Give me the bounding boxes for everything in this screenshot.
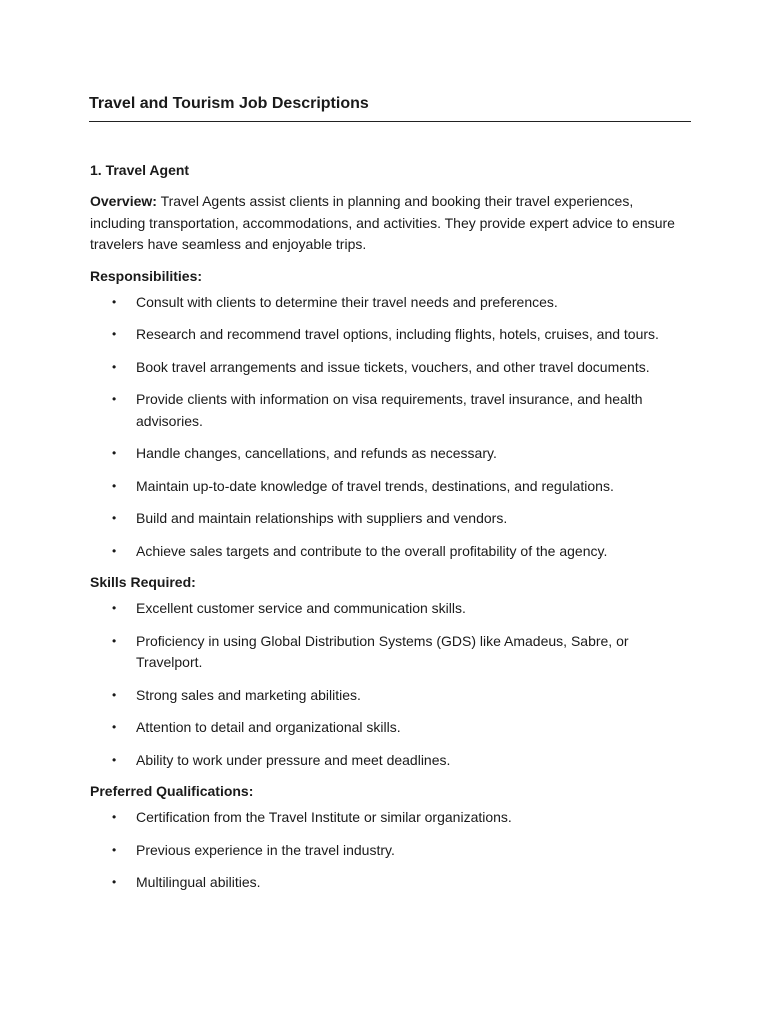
list-item: • Attention to detail and organizational skills. (89, 717, 691, 739)
qualifications-label: Preferred Qualifications: (90, 783, 254, 799)
list-item: • Excellent customer service and communication skills. (89, 598, 691, 620)
document-title: Travel and Tourism Job Descriptions (89, 93, 691, 122)
responsibilities-list (89, 292, 691, 563)
bullet-icon: • (112, 875, 117, 889)
list-item: • Handle changes, cancellations, and refunds as necessary. (89, 443, 691, 465)
list-item: • Certification from the Travel Institute or similar organizations. (89, 807, 691, 829)
section-heading: 1. Travel Agent (90, 162, 190, 178)
bullet-icon: • (112, 392, 117, 406)
skills-label: Skills Required: (90, 574, 196, 590)
bullet-icon: • (112, 687, 117, 702)
bullet-icon: • (112, 810, 117, 824)
bullet-icon: • (112, 752, 117, 767)
responsibilities-label: Responsibilities: (90, 267, 203, 284)
bullet-icon: • (112, 720, 117, 734)
bullet-icon: • (112, 359, 117, 374)
list-item: • Strong sales and marketing abilities. (89, 685, 691, 707)
list-item: • Proficiency in using Global Distribution Systems (GDS) like Amadeus, Sabre, or Travelport. (112, 632, 629, 670)
document-page (89, 93, 691, 894)
list-item: • Previous experience in the travel industry. (89, 840, 691, 862)
overview-label: Overview: (90, 193, 157, 209)
bullet-icon: • (112, 601, 117, 615)
list-item: • Multilingual abilities. (89, 872, 691, 894)
skills-list (89, 598, 691, 771)
list-item: • Consult with clients to determine their travel needs and preferences. (89, 292, 691, 314)
list-item: • Maintain up-to-date knowledge of travel trends, destinations, and regulations. (89, 476, 691, 498)
bullet-icon: • (112, 478, 117, 493)
bullet-icon: • (112, 842, 117, 857)
bullet-icon: • (112, 543, 117, 558)
list-item: • Ability to work under pressure and meet deadlines. (89, 750, 691, 772)
list-item: • Book travel arrangements and issue tickets, vouchers, and other travel documents. (89, 357, 691, 379)
qualifications-list (89, 807, 691, 894)
list-item: • Provide clients with information on visa requirements, travel insurance, and health advisories. (112, 391, 643, 429)
list-item: • Build and maintain relationships with suppliers and vendors. (89, 508, 691, 530)
overview-text: Travel Agents assist clients in planning and booking their travel experiences, including transportation, accommodations, and activities. They provide expert advice to ensure travelers have seamless and enjoyable trips. (90, 193, 675, 252)
bullet-icon: • (112, 511, 117, 525)
bullet-icon: • (112, 446, 117, 460)
bullet-icon: • (112, 633, 117, 648)
overview-paragraph (90, 191, 691, 256)
list-item: • Research and recommend travel options, including flights, hotels, cruises, and tours. (89, 324, 691, 346)
list-item: • Achieve sales targets and contribute to the overall profitability of the agency. (89, 541, 691, 563)
bullet-icon: • (112, 294, 117, 309)
bullet-icon: • (112, 327, 117, 341)
